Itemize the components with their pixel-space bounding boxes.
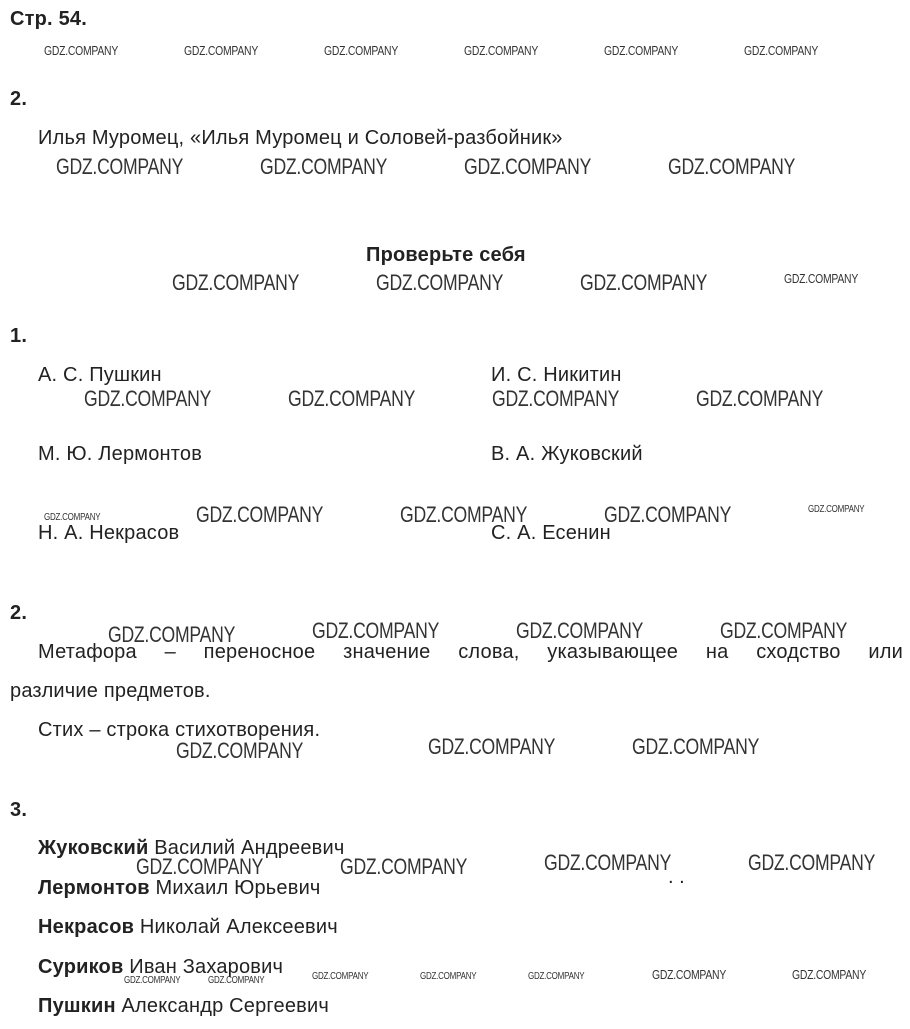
author-name: А. С. Пушкин [38, 364, 162, 386]
author-name: С. А. Есенин [491, 522, 611, 544]
watermark: GDZ.COMPANY [720, 618, 848, 643]
watermark: GDZ.COMPANY [604, 502, 732, 527]
author-name: Н. А. Некрасов [38, 522, 180, 544]
watermark: GDZ.COMPANY [84, 386, 212, 411]
task-number: 2. [10, 88, 28, 110]
author-name: И. С. Никитин [491, 364, 622, 386]
watermark: GDZ.COMPANY [632, 734, 760, 759]
watermark: GDZ.COMPANY [312, 618, 440, 643]
watermark: GDZ.COMPANY [668, 154, 796, 179]
poet-full-name [38, 915, 338, 939]
watermark: GDZ.COMPANY [792, 967, 867, 982]
watermark: GDZ.COMPANY [604, 43, 679, 58]
task-answer: Илья Муромец, «Илья Муромец и Соловей-разбойник» [38, 127, 563, 149]
poet-surname: Суриков [38, 956, 124, 978]
poet-surname: Некрасов [38, 916, 135, 938]
watermark: GDZ.COMPANY [340, 854, 468, 879]
poet-full-name [38, 994, 329, 1018]
watermark: GDZ.COMPANY [208, 975, 265, 986]
watermark: GDZ.COMPANY [376, 270, 504, 295]
author-name: В. А. Жуковский [491, 443, 643, 465]
watermark: GDZ.COMPANY [312, 971, 369, 982]
watermark: GDZ.COMPANY [124, 975, 181, 986]
watermark: GDZ.COMPANY [808, 504, 865, 515]
poet-surname: Жуковский [38, 837, 149, 859]
definition-metaphor: Метафора – переносное значение слова, указывающее на сходство или [38, 641, 903, 663]
poet-given-names: Николай Алексеевич [134, 916, 338, 938]
watermark: GDZ.COMPANY [56, 154, 184, 179]
watermark: GDZ.COMPANY [44, 43, 119, 58]
watermark: GDZ.COMPANY [172, 270, 300, 295]
poet-surname: Пушкин [38, 995, 116, 1017]
watermark: GDZ.COMPANY [400, 502, 528, 527]
watermark: GDZ.COMPANY [196, 502, 324, 527]
poet-given-names: Михаил Юрьевич [149, 877, 321, 899]
watermark: GDZ.COMPANY [260, 154, 388, 179]
watermark: GDZ.COMPANY [544, 850, 672, 875]
watermark: GDZ.COMPANY [108, 622, 236, 647]
poet-given-names: Василий Андреевич [148, 837, 345, 859]
watermark: GDZ.COMPANY [136, 854, 264, 879]
definition-metaphor-cont: различие предметов. [10, 680, 211, 702]
question-number: 3. [10, 799, 28, 821]
stray-dots: . . [668, 866, 685, 888]
author-name: М. Ю. Лермонтов [38, 443, 203, 465]
watermark: GDZ.COMPANY [580, 270, 708, 295]
question-number: 2. [10, 602, 28, 624]
watermark: GDZ.COMPANY [784, 271, 859, 286]
section-title: Проверьте себя [366, 244, 526, 266]
question-number: 1. [10, 325, 28, 347]
definition-verse: Стих – строка стихотворения. [38, 719, 321, 741]
watermark: GDZ.COMPANY [464, 154, 592, 179]
watermark: GDZ.COMPANY [428, 734, 556, 759]
page-number: Стр. 54. [10, 8, 87, 30]
watermark: GDZ.COMPANY [744, 43, 819, 58]
watermark: GDZ.COMPANY [528, 971, 585, 982]
watermark: GDZ.COMPANY [420, 971, 477, 982]
watermark: GDZ.COMPANY [44, 512, 101, 523]
watermark: GDZ.COMPANY [748, 850, 876, 875]
watermark: GDZ.COMPANY [464, 43, 539, 58]
watermark: GDZ.COMPANY [492, 386, 620, 411]
watermark: GDZ.COMPANY [516, 618, 644, 643]
poet-surname: Лермонтов [38, 877, 150, 899]
watermark: GDZ.COMPANY [696, 386, 824, 411]
watermark: GDZ.COMPANY [652, 967, 727, 982]
watermark: GDZ.COMPANY [288, 386, 416, 411]
watermark: GDZ.COMPANY [176, 738, 304, 763]
poet-given-names: Александр Сергеевич [115, 995, 329, 1017]
poet-given-names: Иван Захарович [123, 956, 284, 978]
watermark: GDZ.COMPANY [184, 43, 259, 58]
watermark: GDZ.COMPANY [324, 43, 399, 58]
